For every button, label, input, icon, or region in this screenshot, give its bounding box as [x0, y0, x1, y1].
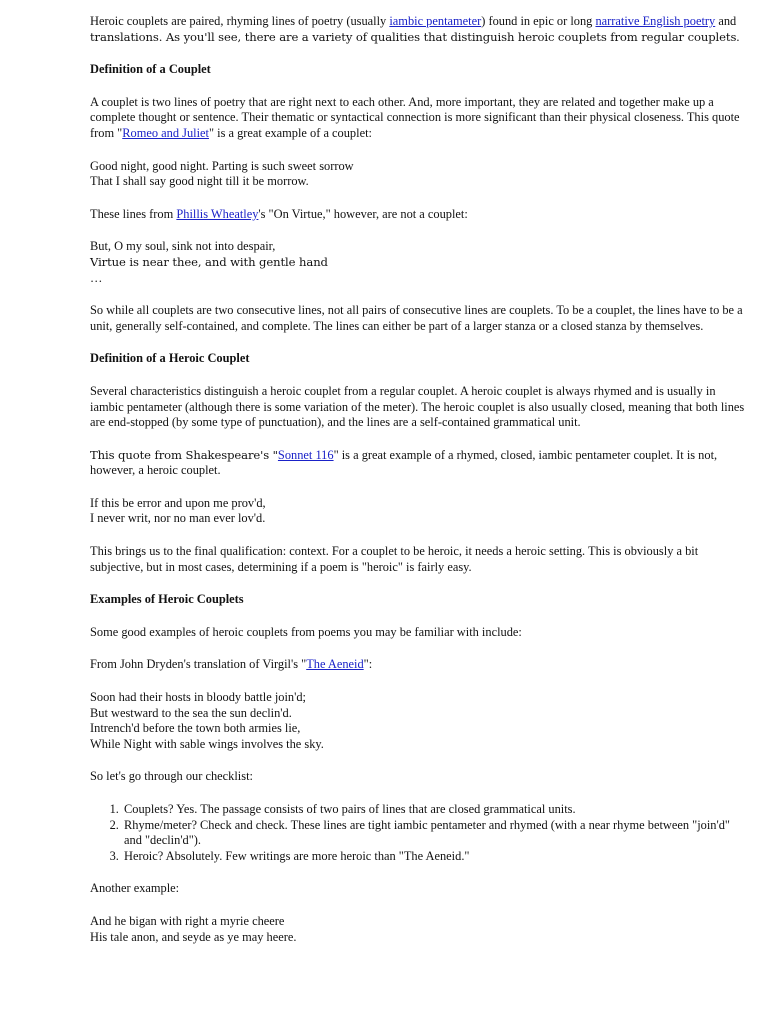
the-aeneid-link[interactable]: The Aeneid [306, 657, 364, 672]
iambic-pentameter-link[interactable]: iambic pentameter [389, 14, 482, 28]
sonnet-116-link[interactable]: Sonnet 116 [277, 447, 334, 462]
verse-line: But westward to the sea the sun declin'd. [90, 705, 292, 720]
narrative-english-poetry-link[interactable]: narrative English poetry [595, 14, 716, 28]
verse-line: If this be error and upon me prov'd, [90, 495, 266, 510]
couplet-unit-paragraph: So while all couplets are two consecutive lines, not all pairs of consecutive lines are couplets. To be a couplet, the lines have to be a unit, generally self-contained, and complete. The lines can either be part of a larger stanza or a closed stanza by themselves. [90, 303, 743, 333]
verse-line: His tale anon, and seyde as ye may heere. [90, 929, 297, 944]
verse-line: Virtue is near thee, and with gentle hand … [90, 254, 328, 285]
sonnet-verse [90, 496, 750, 527]
verse-line: And he bigan with right a myrie cheere [90, 913, 285, 928]
examples-intro-paragraph: Some good examples of heroic couplets from poems you may be familiar with include: [90, 624, 522, 639]
verse-line: That I shall say good night till it be morrow. [90, 174, 309, 189]
chaucer-verse [90, 914, 750, 945]
heading-examples: Examples of Heroic Couplets [90, 592, 244, 607]
verse-line: Good night, good night. Parting is such sweet sorrow [90, 158, 354, 173]
romeo-verse [90, 159, 750, 190]
verse-line: While Night with sable wings involves the sky. [90, 736, 324, 751]
intro-paragraph: Heroic couplets are paired, rhyming lines of poetry (usually iambic pentameter) found in epic or long narrative English poetry and translations. As you'll see, there are a variety of qualities that distinguish heroic couplets from regular couplets. [90, 14, 740, 44]
romeo-and-juliet-link[interactable]: Romeo and Juliet [122, 125, 209, 140]
checklist-item: 1. Couplets? Yes. The passage consists of two pairs of lines that are closed grammatical units. [122, 802, 750, 818]
verse-line: Intrench'd before the town both armies lie, [90, 721, 301, 736]
couplet-definition-paragraph: A couplet is two lines of poetry that are right next to each other. And, more important, they are related and together make up a complete thought or sentence. Their thematic or syntactical connection is more significant than their physical closeness. This quote from "Romeo and Juliet" is a great example of a couplet: [90, 94, 740, 140]
dryden-paragraph: From John Dryden's translation of Virgil's "The Aeneid": [90, 657, 373, 672]
checklist [90, 802, 750, 864]
checklist-intro: So let's go through our checklist: [90, 769, 253, 784]
aeneid-verse [90, 690, 750, 752]
verse-line: Soon had their hosts in bloody battle join'd; [90, 690, 306, 705]
wheatley-verse [90, 239, 750, 286]
wheatley-paragraph: These lines from Phillis Wheatley's "On Virtue," however, are not a couplet: [90, 206, 468, 221]
heading-definition-couplet: Definition of a Couplet [90, 62, 211, 77]
checklist-item: 3. Heroic? Absolutely. Few writings are more heroic than "The Aeneid." [122, 849, 750, 865]
heading-definition-heroic-couplet: Definition of a Heroic Couplet [90, 351, 250, 366]
phillis-wheatley-link[interactable]: Phillis Wheatley [176, 206, 259, 221]
verse-line: But, O my soul, sink not into despair, [90, 239, 276, 254]
sonnet-paragraph: This quote from Shakespeare's "Sonnet 116" is a great example of a rhymed, closed, iambic pentameter couplet. It is not, however, a heroic couplet. [90, 447, 718, 478]
heroic-definition-paragraph: Several characteristics distinguish a heroic couplet from a regular couplet. A heroic couplet is always rhymed and is usually in iambic pentameter (although there is some variation of the meter). The heroic couplet is also usually closed, meaning that both lines are end-stopped (by some type of punctuation), and the lines are a self-contained grammatical unit. [90, 383, 745, 430]
another-example-paragraph: Another example: [90, 881, 180, 896]
context-paragraph: This brings us to the final qualification: context. For a couplet to be heroic, it needs a heroic setting. This is obviously a bit subjective, but in most cases, determining if a poem is "heroic" is fairly easy. [90, 544, 699, 574]
verse-line: I never writ, nor no man ever lov'd. [90, 511, 266, 526]
checklist-item: 2. Rhyme/meter? Check and check. These lines are tight iambic pentameter and rhymed (with a near rhyme between "join'd" and "declin'd"). [122, 818, 750, 849]
